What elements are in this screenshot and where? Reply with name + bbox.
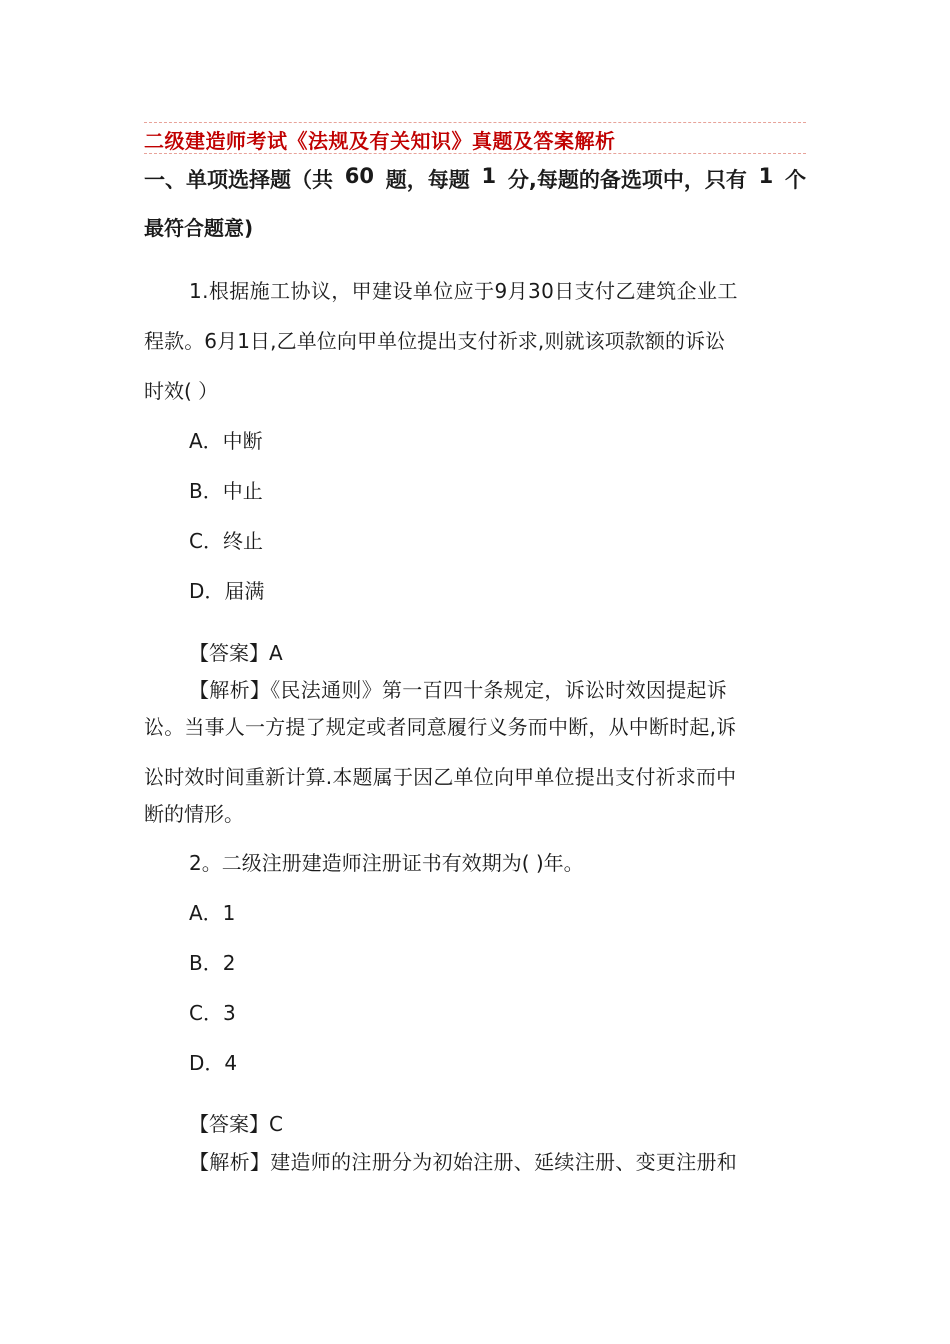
section-heading-part: 1 — [758, 164, 774, 188]
q1-stem-line: 时效( ） — [144, 379, 219, 403]
section-heading-part: 1 — [481, 164, 497, 188]
q2-answer: 【答案】C — [189, 1112, 283, 1136]
q2-option-a: A．1 — [189, 901, 236, 925]
q1-stem-line: 程款。6月1日,乙单位向甲单位提出支付祈求,则就该项款额的诉讼 — [144, 329, 726, 353]
q1-answer: 【答案】A — [189, 641, 283, 665]
q1-analysis-line: 讼。当事人一方提了规定或者同意履行义务而中断，从中断时起,诉 — [144, 715, 737, 739]
section-heading-line1 — [144, 164, 806, 194]
section-heading-part: 个 — [784, 168, 806, 192]
q1-analysis-line: 【解析】《民法通则》第一百四十条规定，诉讼时效因提起诉 — [189, 678, 728, 702]
section-heading-part: 分,每题的备选项中，只有 — [507, 168, 747, 192]
q1-option-a: A．中断 — [189, 429, 263, 453]
q2-option-b: B．2 — [189, 951, 236, 975]
section-heading-part: 题，每题 — [385, 168, 470, 192]
section-heading-part: 一、单项选择题（共 — [144, 168, 333, 192]
q1-analysis-line: 讼时效时间重新计算.本题属于因乙单位向甲单位提出支付祈求而中 — [144, 765, 737, 789]
q1-analysis-line: 断的情形。 — [144, 802, 244, 826]
q2-option-d: D．4 — [189, 1051, 238, 1075]
q2-analysis-line: 【解析】建造师的注册分为初始注册、延续注册、变更注册和 — [189, 1150, 738, 1174]
q2-stem: 2。二级注册建造师注册证书有效期为( )年。 — [189, 851, 584, 875]
q1-stem-line: 1.根据施工协议，甲建设单位应于9月30日支付乙建筑企业工 — [189, 279, 738, 303]
section-heading-line2: 最符合题意) — [144, 216, 254, 240]
q1-option-d: D．届满 — [189, 579, 265, 603]
title-banner — [144, 122, 806, 154]
q1-option-c: C．终止 — [189, 529, 263, 553]
q1-option-b: B．中止 — [189, 479, 263, 503]
section-heading-part: 60 — [344, 164, 374, 188]
document-title: 二级建造师考试《法规及有关知识》真题及答案解析 — [144, 129, 616, 153]
q2-option-c: C．3 — [189, 1001, 236, 1025]
